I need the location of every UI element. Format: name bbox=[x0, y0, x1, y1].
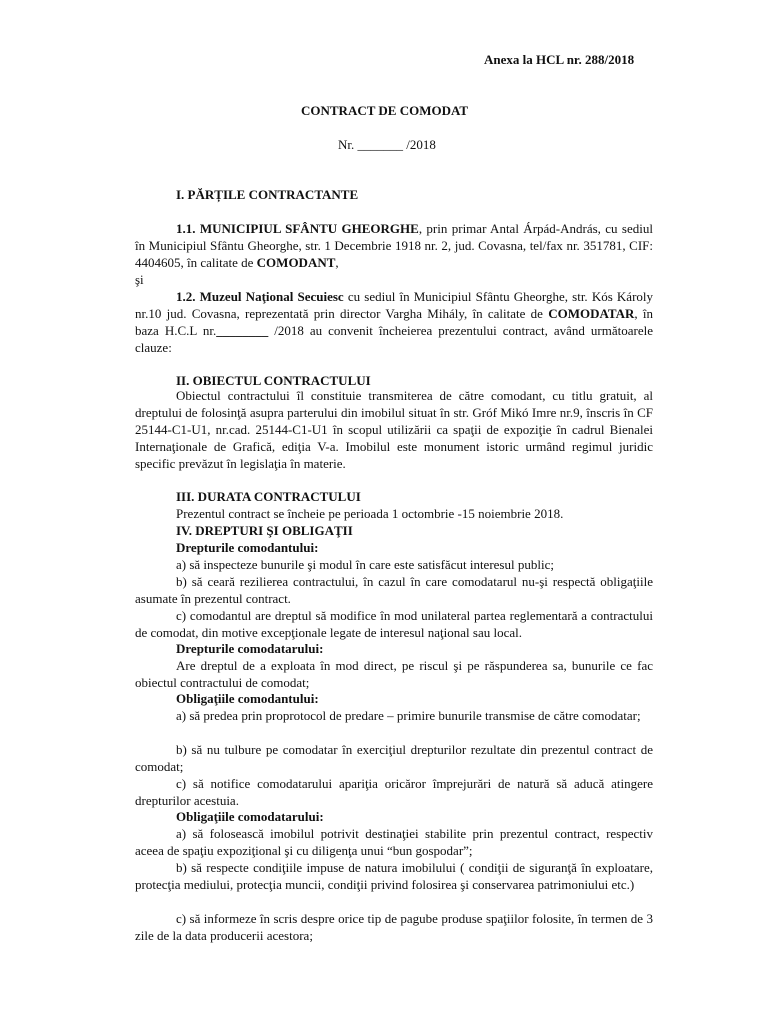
annex-reference: Anexa la HCL nr. 288/2018 bbox=[484, 52, 635, 67]
lender-obligation-b: b) să nu tulbure pe comodatar în exerciţiul drepturilor rezultate din prezentul contract de comodat; bbox=[135, 742, 653, 774]
lender-obligations-heading: Obligaţiile comodantului: bbox=[176, 691, 319, 706]
borrower-obligation-b: b) să respecte condiţiile impuse de natura imobilului ( condiţii de siguranţă în exploatare, protecţia mediului, protecţia muncii, condiţii privind folosirea şi conservarea patrimoniului etc.) bbox=[135, 860, 653, 892]
borrower-obligation-c: c) să informeze în scris despre orice tip de pagube produse spaţiilor folosite, în termen de 3 zile de la data producerii acestora; bbox=[135, 911, 653, 943]
borrower-obligations-heading: Obligaţiile comodatarului: bbox=[176, 809, 324, 824]
section-2-text: Obiectul contractului îl constituie transmiterea de către comodant, cu titlu gratuit, al dreptului de folosinţă asupra parterului din imobilul situat în str. Gróf Mikó Imre nr.9, înscris în CF 25144-C1-U1, nr.cad. 25144-C1-U1 în scopul utilizării ca spaţii de expoziţie în cadrul Bienalei Internaţionale de Grafică, ediţia V-a. Imobilul este monument istoric urmând regimul juridic specific prevăzut în legislaţia în materie. bbox=[135, 388, 653, 471]
party-2-paragraph: 1.2. Muzeul Naţional Secuiesc cu sediul în Municipiul Sfântu Gheorghe, str. Kós Károly nr.10 jud. Covasna, reprezentată prin director Vargha Mihály, în calitate de COMODATAR, în baza H.C.L nr.________ /2018 au convenit încheierea prezentului contract, având următoarele clauze: bbox=[135, 289, 654, 355]
lender-right-b: b) să ceară rezilierea contractului, în cazul în care comodatarul nu-şi respectă obligaţiile asumate în prezentul contract. bbox=[135, 574, 653, 606]
section-3-text: Prezentul contract se încheie pe perioada 1 octombrie -15 noiembrie 2018. bbox=[176, 506, 564, 521]
lender-rights-heading: Drepturile comodantului: bbox=[176, 540, 319, 555]
lender-obligation-c: c) să notifice comodatarului apariţia oricăror împrejurări de natură să aducă atingere drepturilor acestuia. bbox=[135, 776, 653, 808]
lender-obligation-a: a) să predea prin proprotocol de predare – primire bunurile transmise de către comodatar; bbox=[176, 708, 641, 723]
lender-right-c: c) comodantul are dreptul să modifice în mod unilateral partea reglementară a contractului de comodat, din motive excepţionale legate de interesul naţional sau local. bbox=[135, 608, 653, 640]
borrower-rights-text: Are dreptul de a exploata în mod direct, pe riscul şi pe răspunderea sa, bunurile ce fac obiectul contractului de comodat; bbox=[135, 658, 653, 690]
section-2-heading: II. OBIECTUL CONTRACTULUI bbox=[176, 373, 371, 388]
section-1-heading: I. PĂRȚILE CONTRACTANTE bbox=[176, 187, 359, 202]
document-title: CONTRACT DE COMODAT bbox=[301, 103, 469, 118]
contract-number: Nr. _______ /2018 bbox=[338, 137, 436, 152]
borrower-obligation-a: a) să folosească imobilul potrivit destinaţiei stabilite prin prezentul contract, respectiv aceea de spaţiu expoziţional şi cu diligenţa unui “bun gospodar”; bbox=[135, 826, 653, 858]
conjunction-and: şi bbox=[135, 272, 144, 287]
section-4-heading: IV. DREPTURI ŞI OBLIGAŢII bbox=[176, 523, 353, 538]
lender-right-a: a) să inspecteze bunurile şi modul în care este satisfăcut interesul public; bbox=[176, 557, 554, 572]
section-3-heading: III. DURATA CONTRACTULUI bbox=[176, 489, 361, 504]
borrower-rights-heading: Drepturile comodatarului: bbox=[176, 641, 324, 656]
party-1-paragraph: 1.1. MUNICIPIUL SFÂNTU GHEORGHE, prin primar Antal Árpád-András, cu sediul în Municipiul Sfântu Gheorghe, str. 1 Decembrie 1918 nr. 2, jud. Covasna, tel/fax nr. 351781, CIF: 4404605, în calitate de COMODANT, bbox=[135, 221, 653, 270]
